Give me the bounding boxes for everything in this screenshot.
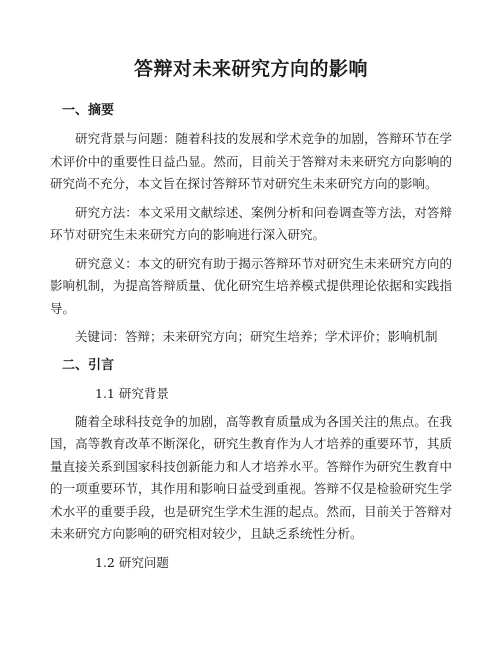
document-title: 答辩对未来研究方向的影响 [133, 58, 368, 80]
abstract-background-paragraph: 研究背景与问题：随着科技的发展和学术竞争的加剧，答辩环节在学术评价中的重要性日益凸显。然而，目前关于答辩对未来研究方向影响的研究尚不充分，本文旨在探讨答辩环节对研究生未来研究方向的影响。 [50, 131, 452, 191]
subsection-heading-background: 1.1 研究背景 [95, 385, 169, 401]
subsection-heading-research-question: 1.2 研究问题 [95, 554, 169, 570]
background-paragraph: 随着全球科技竞争的加剧，高等教育质量成为各国关注的焦点。在我国，高等教育改革不断深化，研究生教育作为人才培养的重要环节，其质量直接关系到国家科技创新能力和人才培养水平。答辩作为研究生教育中的一项重要环节，其作用和影响日益受到重视。答辩不仅是检验研究生学术水平的重要手段，也是研究生学术生涯的起点。然而，目前关于答辩对未来研究方向影响的研究相对较少，且缺乏系统性分析。 [50, 413, 452, 541]
abstract-methods-paragraph: 研究方法：本文采用文献综述、案例分析和问卷调查等方法，对答辩环节对研究生未来研究方向的影响进行深入研究。 [50, 204, 452, 242]
section-heading-introduction: 二、引言 [62, 357, 115, 373]
abstract-significance-paragraph: 研究意义：本文的研究有助于揭示答辩环节对研究生未来研究方向的影响机制，为提高答辩质量、优化研究生培养模式提供理论依据和实践指导。 [50, 255, 452, 316]
section-heading-abstract: 一、摘要 [62, 103, 115, 118]
abstract-keywords-paragraph: 关键词：答辩；未来研究方向；研究生培养；学术评价；影响机制 [75, 329, 438, 344]
